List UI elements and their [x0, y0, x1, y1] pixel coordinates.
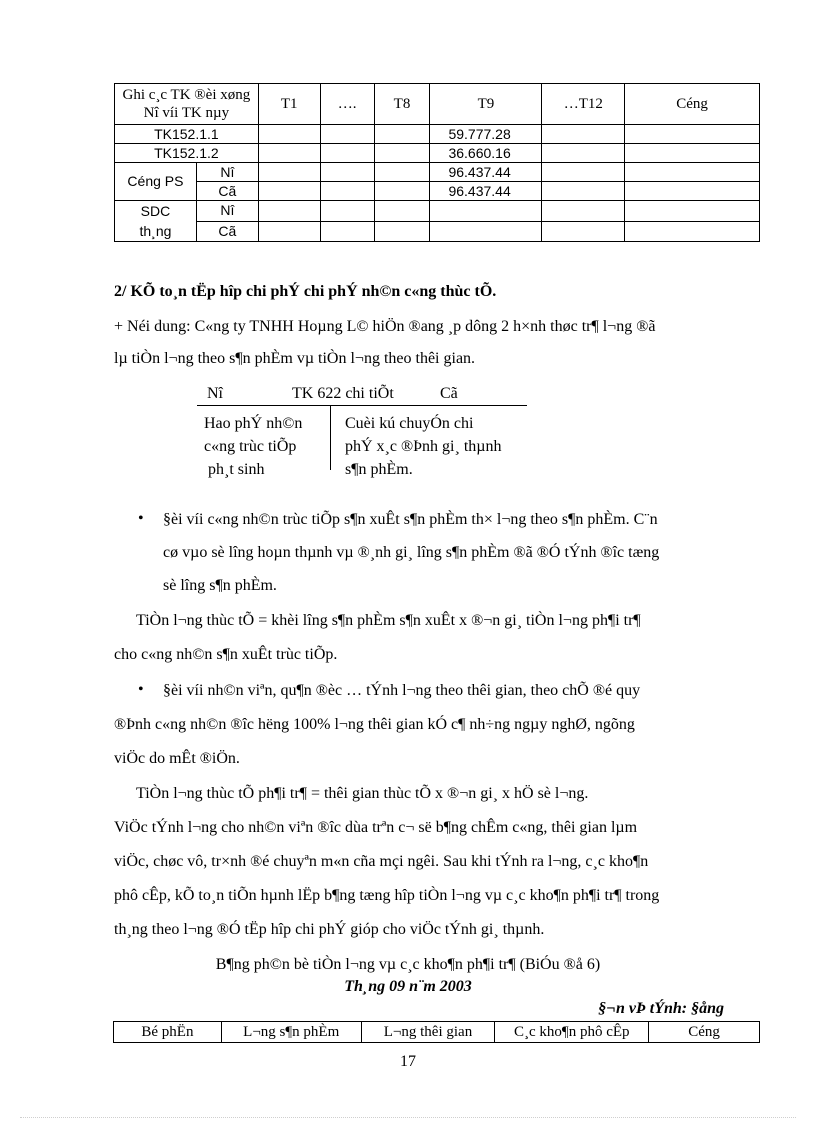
content-line: viÖc do mÊt ®iÖn. [114, 750, 240, 767]
ledger-cong-ps-label: Céng PS [115, 163, 197, 201]
ledger-row [115, 182, 760, 201]
ledger-row [115, 201, 760, 222]
ledger-sdc-label: SDC th¸ng [115, 201, 197, 242]
ledger-row [115, 221, 760, 242]
t-account-debit: Nî [207, 385, 223, 402]
ledger-sdc-debit-label: Nî [196, 201, 258, 222]
ledger-row-t9: 59.777.28 [430, 125, 542, 144]
salary-header-cell: C¸c kho¶n phô cÊp [495, 1022, 649, 1043]
t-account-right-line: s¶n phÈm. [345, 461, 413, 478]
table2-month: Th¸ng 09 n¨m 2003 [344, 978, 472, 995]
content-line: TiÒn l¬ng thùc tÕ ph¶i tr¶ = thêi gian thùc tÕ x ®¬n gi¸ x hÖ sè l¬ng. [136, 785, 589, 802]
content-line: cø vµo sè lîng hoµn thµnh vµ ®¸nh gi¸ lîng s¶n phÈm ®ã ®Ó tÝnh ®îc tæng [163, 544, 660, 561]
ledger-row [115, 125, 760, 144]
t-account-left-line: c«ng trùc tiÕp [204, 438, 297, 455]
bullet-dot-icon: • [138, 510, 144, 527]
t-account-right-line: phÝ x¸c ®Þnh gi¸ thµnh [345, 438, 502, 455]
t-account-credit: Cã [440, 385, 458, 402]
t-account-vline [330, 405, 331, 470]
t-account-hline [197, 405, 527, 406]
content-line: cho c«ng nh©n s¶n xuÊt trùc tiÕp. [114, 646, 338, 663]
t-account-right-line: Cuèi kú chuyÓn chi [345, 415, 474, 432]
content-line: viÖc, chøc vô, tr×nh ®é chuyªn m«n cña mçi ngêi. Sau khi tÝnh ra l¬ng, c¸c kho¶n [114, 853, 649, 870]
table2-unit: §¬n vÞ tÝnh: §ång [598, 1000, 724, 1017]
page-edge [20, 1117, 796, 1118]
ledger-header-ellipsis: …. [320, 84, 374, 125]
page-number: 17 [400, 1053, 416, 1070]
content-line: §èi víi c«ng nh©n trùc tiÕp s¶n xuÊt s¶n phÈm th× l¬ng theo s¶n phÈm. C¨n [163, 511, 658, 528]
content-line: §èi víi nh©n viªn, qu¶n ®èc … tÝnh l¬ng theo thêi gian, theo chÕ ®é quy [163, 682, 641, 699]
t-account-title: TK 622 chi tiÕt [292, 385, 394, 402]
content-line: sè lîng s¶n phÈm. [163, 577, 277, 594]
salary-header-row [114, 1022, 760, 1043]
content-line: phô cÊp, kÕ to¸n tiÕn hµnh lËp b¶ng tæng hîp tiÒn l¬ng vµ c¸c kho¶n ph¶i tr¶ trong [114, 887, 660, 904]
ledger-row [115, 163, 760, 182]
section-heading: 2/ KÕ to¸n tËp hîp chi phÝ chi phÝ nh©n c«ng thùc tÕ. [114, 283, 497, 300]
salary-header-cell: Céng [649, 1022, 760, 1043]
salary-header-cell: L¬ng s¶n phÈm [221, 1022, 361, 1043]
ledger-header-account: Ghi c¸c TK ®èi xøng Nî víi TK nµy [115, 84, 259, 125]
ledger-header-row [115, 84, 760, 125]
t-account-left-line: ph¸t sinh [204, 461, 265, 478]
table2-caption: B¶ng ph©n bè tiÒn l¬ng vµ c¸c kho¶n ph¶i tr¶ (BiÓu ®å 6) [215, 956, 601, 973]
ledger-header-t8: T8 [374, 84, 430, 125]
ledger-header-t12: …T12 [542, 84, 625, 125]
salary-header-cell: Bé phËn [114, 1022, 222, 1043]
content-line: ViÖc tÝnh l¬ng cho nh©n viªn ®îc dùa trªn c¬ së b¶ng chÊm c«ng, thêi gian lµm [114, 819, 638, 836]
salary-header-cell: L¬ng thêi gian [361, 1022, 495, 1043]
ledger-row [115, 144, 760, 163]
content-line: TiÒn l¬ng thùc tÕ = khèi lîng s¶n phÈm s¶n xuÊt x ®¬n gi¸ tiÒn l¬ng ph¶i tr¶ [136, 612, 641, 629]
ledger-row-label: TK152.1.1 [115, 125, 259, 144]
ledger-sdc-credit-label: Cã [196, 221, 258, 242]
ledger-header-t9: T9 [430, 84, 542, 125]
ledger-credit-t9: 96.437.44 [430, 182, 542, 201]
ledger-header-total: Céng [625, 84, 760, 125]
content-line: + Néi dung: C«ng ty TNHH Hoµng L© hiÖn ®ang ¸p dông 2 h×nh thøc tr¶ l¬ng ®ã [114, 318, 656, 335]
ledger-row-t9: 36.660.16 [430, 144, 542, 163]
content-line: ®Þnh c«ng nh©n ®îc hëng 100% l¬ng thêi gian kÓ c¶ nh÷ng ngµy nghØ, ngõng [114, 716, 635, 733]
ledger-header-t1: T1 [258, 84, 320, 125]
salary-table [113, 1021, 760, 1043]
ledger-credit-label: Cã [196, 182, 258, 201]
ledger-debit-t9: 96.437.44 [430, 163, 542, 182]
ledger-debit-label: Nî [196, 163, 258, 182]
t-account-left-line: Hao phÝ nh©n [204, 415, 303, 432]
bullet-dot-icon: • [138, 681, 144, 698]
content-line: th¸ng theo l¬ng ®Ó tËp hîp chi phÝ gióp cho viÖc tÝnh gi¸ thµnh. [114, 921, 545, 938]
ledger-table [114, 83, 760, 242]
content-line: lµ tiÒn l¬ng theo s¶n phÈm vµ tiÒn l¬ng theo thêi gian. [114, 350, 476, 367]
ledger-row-label: TK152.1.2 [115, 144, 259, 163]
